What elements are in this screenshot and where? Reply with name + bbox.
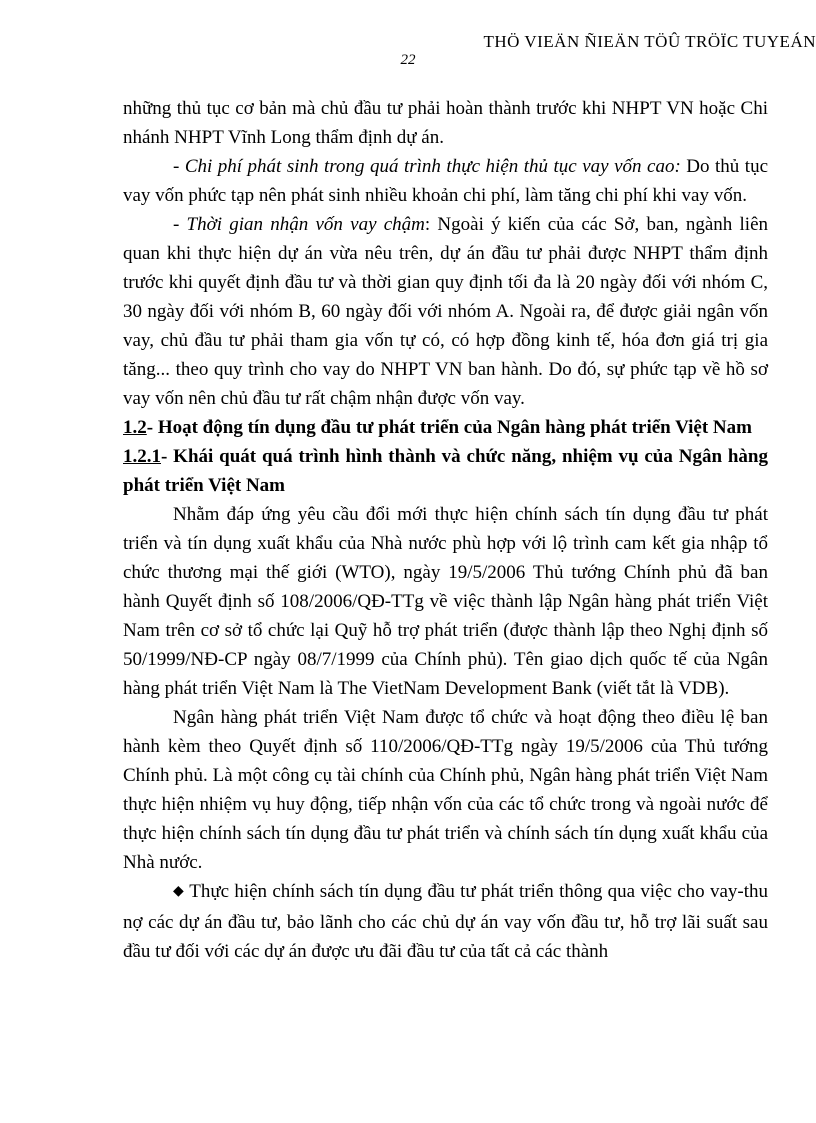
page-number: 22 xyxy=(400,52,416,68)
paragraph-loan-cost xyxy=(123,152,768,210)
paragraph-establishment: Nhằm đáp ứng yêu cầu đổi mới thực hiện chính sách tín dụng đầu tư phát triển và tín dụng xuất khẩu của Nhà nước phù hợp với lộ trình cam kết gia nhập tổ chức thương mại thế giới (WTO), ngày 19/5/2006 Thủ tướng Chính phủ đã ban hành Quyết định số 108/2006/QĐ-TTg về việc thành lập Ngân hàng phát triển Việt Nam trên cơ sở tổ chức lại Quỹ hỗ trợ phát triển (được thành lập theo Nghị định số 50/1999/NĐ-CP ngày 08/7/1999 của Chính phủ). Tên giao dịch quốc tế của Ngân hàng phát triển Việt Nam là The VietNam Development Bank (viết tắt là VDB). xyxy=(123,504,768,699)
loan-delay-text: : Ngoài ý kiến của các Sở, ban, ngành liên quan khi thực hiện dự án vừa nêu trên, dự án đầu tư phải được NHPT thẩm định trước khi quyết định đầu tư và thời gian quy định tối đa là 20 ngày đối với nhóm C, 30 ngày đối với nhóm B, 60 ngày đối với nhóm A. Ngoài ra, để được giải ngân vốn vay, chủ đầu tư phải tham gia vốn tự có, có hợp đồng kinh tế, hóa đơn giá trị gia tăng... theo quy trình cho vay do NHPT VN ban hành. Do đó, sự phức tạp về hồ sơ vay vốn nên chủ đầu tư rất chậm nhận được vốn vay. xyxy=(123,214,769,409)
diamond-bullet-icon: ◆ xyxy=(173,884,185,899)
paragraph-loan-delay xyxy=(123,210,768,413)
library-watermark: THÖ VIEÄN ÑIEÄN TÖÛ TRÖÏC TUYEÁN xyxy=(483,32,816,51)
section-heading-1-2-1 xyxy=(123,442,768,500)
section-heading-1-2 xyxy=(123,413,768,442)
bullet-text: Thực hiện chính sách tín dụng đầu tư phát triển thông qua việc cho vay-thu nợ các dự án đầu tư, bảo lãnh cho các chủ dự án vay vốn đầu tư, hỗ trợ lãi suất sau đầu tư đối với các dự án được ưu đãi đầu tư của tất cả các thành xyxy=(123,881,768,962)
paragraph-continuation: những thủ tục cơ bản mà chủ đầu tư phải hoàn thành trước khi NHPT VN hoặc Chi nhánh NHPT Vĩnh Long thẩm định dự án. xyxy=(123,98,768,148)
section-title: - Hoạt động tín dụng đầu tư phát triển của Ngân hàng phát triển Việt Nam xyxy=(146,417,752,438)
subsection-title: - Khái quát quá trình hình thành và chức năng, nhiệm vụ của Ngân hàng phát triển Việt Nam xyxy=(123,446,768,496)
bullet-paragraph xyxy=(123,877,768,966)
subsection-number: 1.2.1 xyxy=(123,446,161,467)
loan-cost-text: Do thủ tục vay vốn phức tạp nên phát sinh nhiều khoản chi phí, làm tăng chi phí khi vay vốn. xyxy=(123,156,768,206)
loan-delay-label: - Thời gian nhận vốn vay chậm xyxy=(173,214,425,235)
document-body xyxy=(123,94,768,966)
loan-cost-label: - Chi phí phát sinh trong quá trình thực hiện thủ tục vay vốn cao: xyxy=(173,156,681,177)
section-number: 1.2 xyxy=(123,417,147,438)
paragraph-organization: Ngân hàng phát triển Việt Nam được tổ chức và hoạt động theo điều lệ ban hành kèm theo Quyết định số 110/2006/QĐ-TTg ngày 19/5/2006 của Thủ tướng Chính phủ. Là một công cụ tài chính của Chính phủ, Ngân hàng phát triển Việt Nam thực hiện nhiệm vụ huy động, tiếp nhận vốn của các tổ chức trong và ngoài nước để thực hiện chính sách tín dụng đầu tư phát triển và chính sách tín dụng xuất khẩu của Nhà nước. xyxy=(123,707,768,873)
